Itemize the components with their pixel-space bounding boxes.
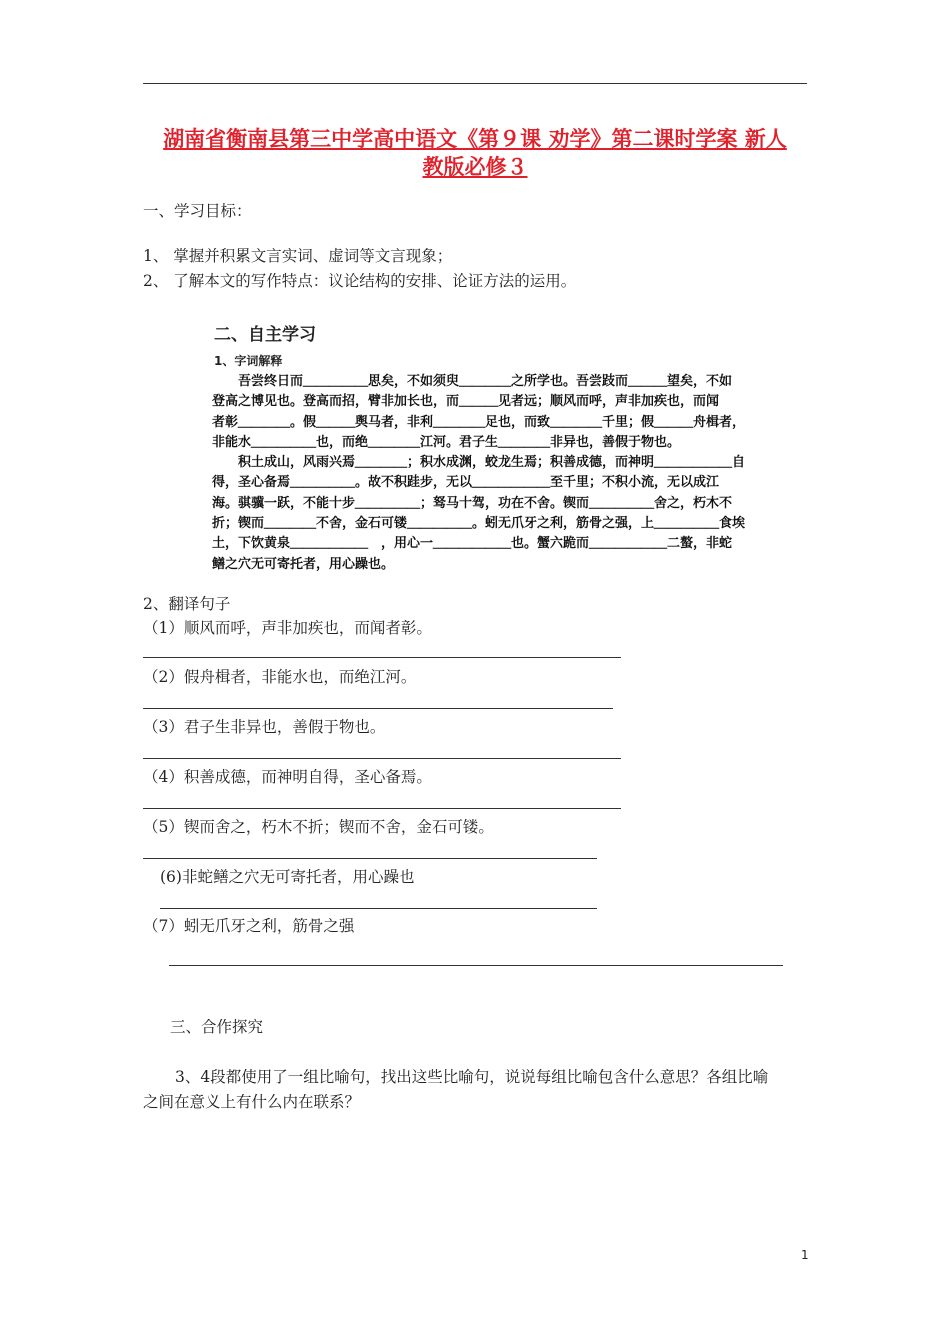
answer-line-5[interactable]	[143, 858, 597, 859]
answer-line-3[interactable]	[143, 758, 621, 759]
word-explain-passage	[212, 372, 747, 575]
sentence-7: （7）蚓无爪牙之利，筋骨之强	[143, 917, 355, 935]
inquiry-question-line-2: 之间在意义上有什么内在联系？	[143, 1093, 361, 1111]
passage-line-2: 登高之博见也。登高而招，臂非加长也，而＿＿＿见者远；顺风而呼，声非加疾也，而闻	[212, 394, 720, 410]
passage-line-9: 土，下饮黄泉＿＿＿＿＿＿ ，用心一＿＿＿＿＿＿也。蟹六跪而＿＿＿＿＿＿二螯，非蛇	[212, 536, 733, 552]
section2-heading: 二、自主学习	[214, 325, 316, 345]
answer-line-4[interactable]	[143, 808, 621, 809]
sentence-3: （3）君子生非异也，善假于物也。	[143, 718, 386, 736]
sentence-5: （5）锲而舍之，朽木不折；锲而不舍，金石可镂。	[143, 818, 494, 836]
answer-line-6[interactable]	[160, 908, 597, 909]
sentence-4: （4）积善成德，而神明自得，圣心备焉。	[143, 768, 432, 786]
goal-item-1: 1、 掌握并积累文言实词、虚词等文言现象；	[143, 247, 453, 265]
doc-title	[130, 125, 820, 181]
goal-item-2: 2、 了解本文的写作特点：议论结构的安排、论证方法的运用。	[143, 272, 577, 290]
doc-title-line1: 湖南省衡南县第三中学高中语文《第９课 劝学》第二课时学案 新人	[163, 127, 787, 151]
top-rule	[143, 83, 807, 84]
answer-line-1[interactable]	[143, 657, 621, 658]
section3-heading: 三、合作探究	[170, 1018, 264, 1036]
inquiry-question-line-1: 3、4段都使用了一组比喻句，找出这些比喻句，说说每组比喻包含什么意思？各组比喻	[175, 1068, 769, 1086]
passage-line-8: 折；锲而＿＿＿＿不舍，金石可镂＿＿＿＿＿。蚓无爪牙之利，筋骨之强，上＿＿＿＿＿食埃	[212, 516, 746, 532]
doc-title-line2: 教版必修３	[422, 155, 528, 179]
passage-line-4: 非能水＿＿＿＿＿也，而绝＿＿＿＿江河。君子生＿＿＿＿非异也，善假于物也。	[212, 434, 681, 450]
passage-line-6: 得，圣心备焉＿＿＿＿＿。故不积跬步，无以＿＿＿＿＿＿至千里；不积小流，无以成江	[212, 475, 720, 491]
passage-line-5: 积土成山，风雨兴焉＿＿＿＿；积水成渊，蛟龙生焉；积善成德，而神明＿＿＿＿＿＿自	[238, 455, 746, 471]
sentence-6: (6)非蛇鳝之穴无可寄托者，用心躁也	[160, 868, 415, 886]
section1-heading: 一、学习目标：	[143, 202, 252, 220]
passage-line-1: 吾尝终日而＿＿＿＿＿思矣，不如须臾＿＿＿＿之所学也。吾尝跂而＿＿＿望矣，不如	[238, 374, 733, 389]
passage-line-10: 鳝之穴无可寄托者，用心躁也。	[212, 556, 395, 572]
translate-subheading: 2、翻译句子	[143, 595, 231, 613]
answer-line-7[interactable]	[169, 965, 783, 966]
sentence-1: （1）顺风而呼，声非加疾也，而闻者彰。	[143, 619, 432, 637]
answer-line-2[interactable]	[143, 708, 613, 709]
word-explain-subheading: 1、字词解释	[214, 354, 283, 368]
passage-line-3: 者彰＿＿＿＿。假＿＿＿舆马者，非利＿＿＿＿足也，而致＿＿＿＿千里；假＿＿＿舟楫者，	[212, 414, 746, 430]
page-number: 1	[801, 1248, 809, 1262]
sentence-2: （2）假舟楫者，非能水也，而绝江河。	[143, 668, 417, 686]
passage-line-7: 海。骐骥一跃，不能十步＿＿＿＿＿；驽马十驾，功在不舍。锲而＿＿＿＿＿舍之，朽木不	[212, 495, 733, 511]
